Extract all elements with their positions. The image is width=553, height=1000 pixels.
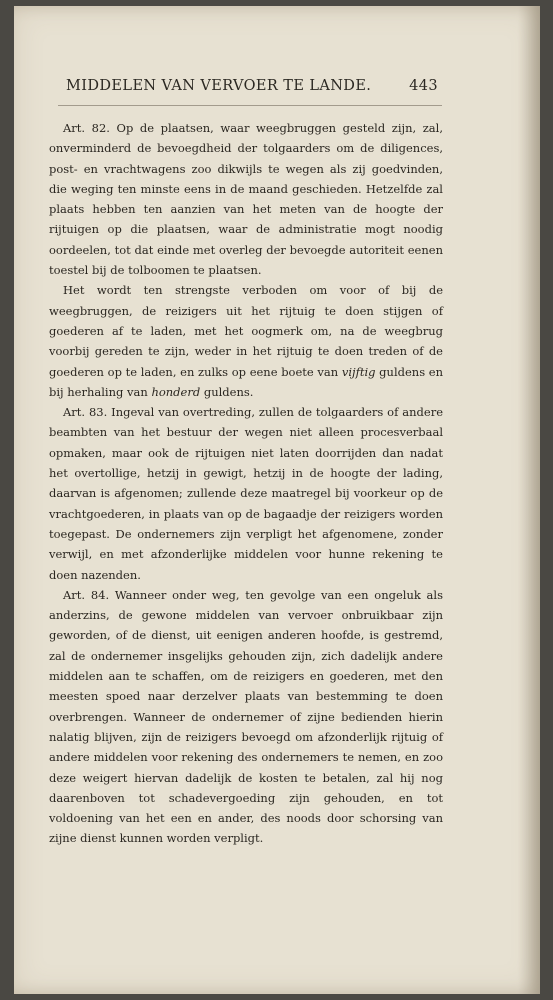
paragraph-art82b: [49, 280, 443, 402]
page-edge-shadow: [518, 6, 540, 994]
page-number: 443: [409, 78, 438, 94]
paragraph-art82: [49, 118, 443, 280]
text-segment: Het wordt ten strengste verboden om voor of bij de weegbruggen, de reizigers uit het rijtuig te doen stijgen of goederen af te laden, met het oogmerk om, na de weegbrug voorbij gereden te zijn, weder in het rijtuig te doen treden of de goederen op te laden, en zulks op eene boete van: [49, 283, 443, 379]
paragraph-art83: [49, 402, 443, 585]
text-segment: Art. 84. Wanneer onder weg, ten gevolge van een ongeluk als anderzins, de gewone middelen van vervoer onbruikbaar zijn geworden, of de dienst, uit eenigen anderen hoofde, is gestremd, zal de ondernemer insgelijks gehouden zijn, zich dadelijk andere middelen aan te schaffen, om de reizigers en goederen, met den meesten spoed naar derzelver plaats van bestemming te doen overbrengen. Wanneer de ondernemer of zijne bedienden hierin nalatig blijven, zijn de reizigers bevoegd om afzonderlijk rijtuig of andere middelen voor rekening des ondernemers te nemen, en zoo deze weigert hiervan dadelijk de kosten te betalen, zal hij nog daarenboven tot schadevergoeding zijn gehouden, en tot voldoening van het een en ander, des noods door schorsing van zijne dienst kunnen worden verpligt.: [49, 587, 443, 846]
text-segment: guldens en bij herhaling van: [49, 364, 443, 399]
body-text: [49, 118, 443, 849]
paragraph-art84: [49, 585, 443, 849]
italic-amount: honderd: [151, 384, 201, 399]
header-rule: [58, 105, 442, 106]
italic-amount: vijftig: [341, 364, 376, 379]
running-title: MIDDELEN VAN VERVOER TE LANDE.: [66, 78, 372, 94]
text-segment: Art. 83. Ingeval van overtreding, zullen de tolgaarders of andere beambten van het bestuur der wegen niet alleen procesverbaal opmaken, maar ook de rijtuigen niet laten doorrijden dan nadat het overtollige, hetzij in gewigt, hetzij in de hoogte der lading, daarvan is afgenomen; zullende deze maatregel bij voorkeur op de vrachtgoederen, in plaats van op de bagaadje der reizigers worden toegepast. De ondernemers zijn verpligt het afgenomene, zonder verwijl, en met afzonderlijke middelen voor hunne rekening te doen nazenden.: [49, 405, 443, 582]
text-segment: Art. 82. Op de plaatsen, waar weegbruggen gesteld zijn, zal, onverminderd de bevoegdheid der tolgaarders om de diligences, post- en vrachtwagens zoo dikwijls te wegen als zij goedvinden, die weging ten minste eens in de maand geschieden. Hetzelfde zal plaats hebben ten aanzien van het meten van de hoogte der rijtuigen op die plaatsen, waar de administratie mogt noodig oordeelen, tot dat einde met overleg der bevoegde autoriteit eenen toestel bij de tolboomen te plaatsen.: [49, 121, 443, 278]
text-segment: guldens.: [200, 384, 254, 399]
